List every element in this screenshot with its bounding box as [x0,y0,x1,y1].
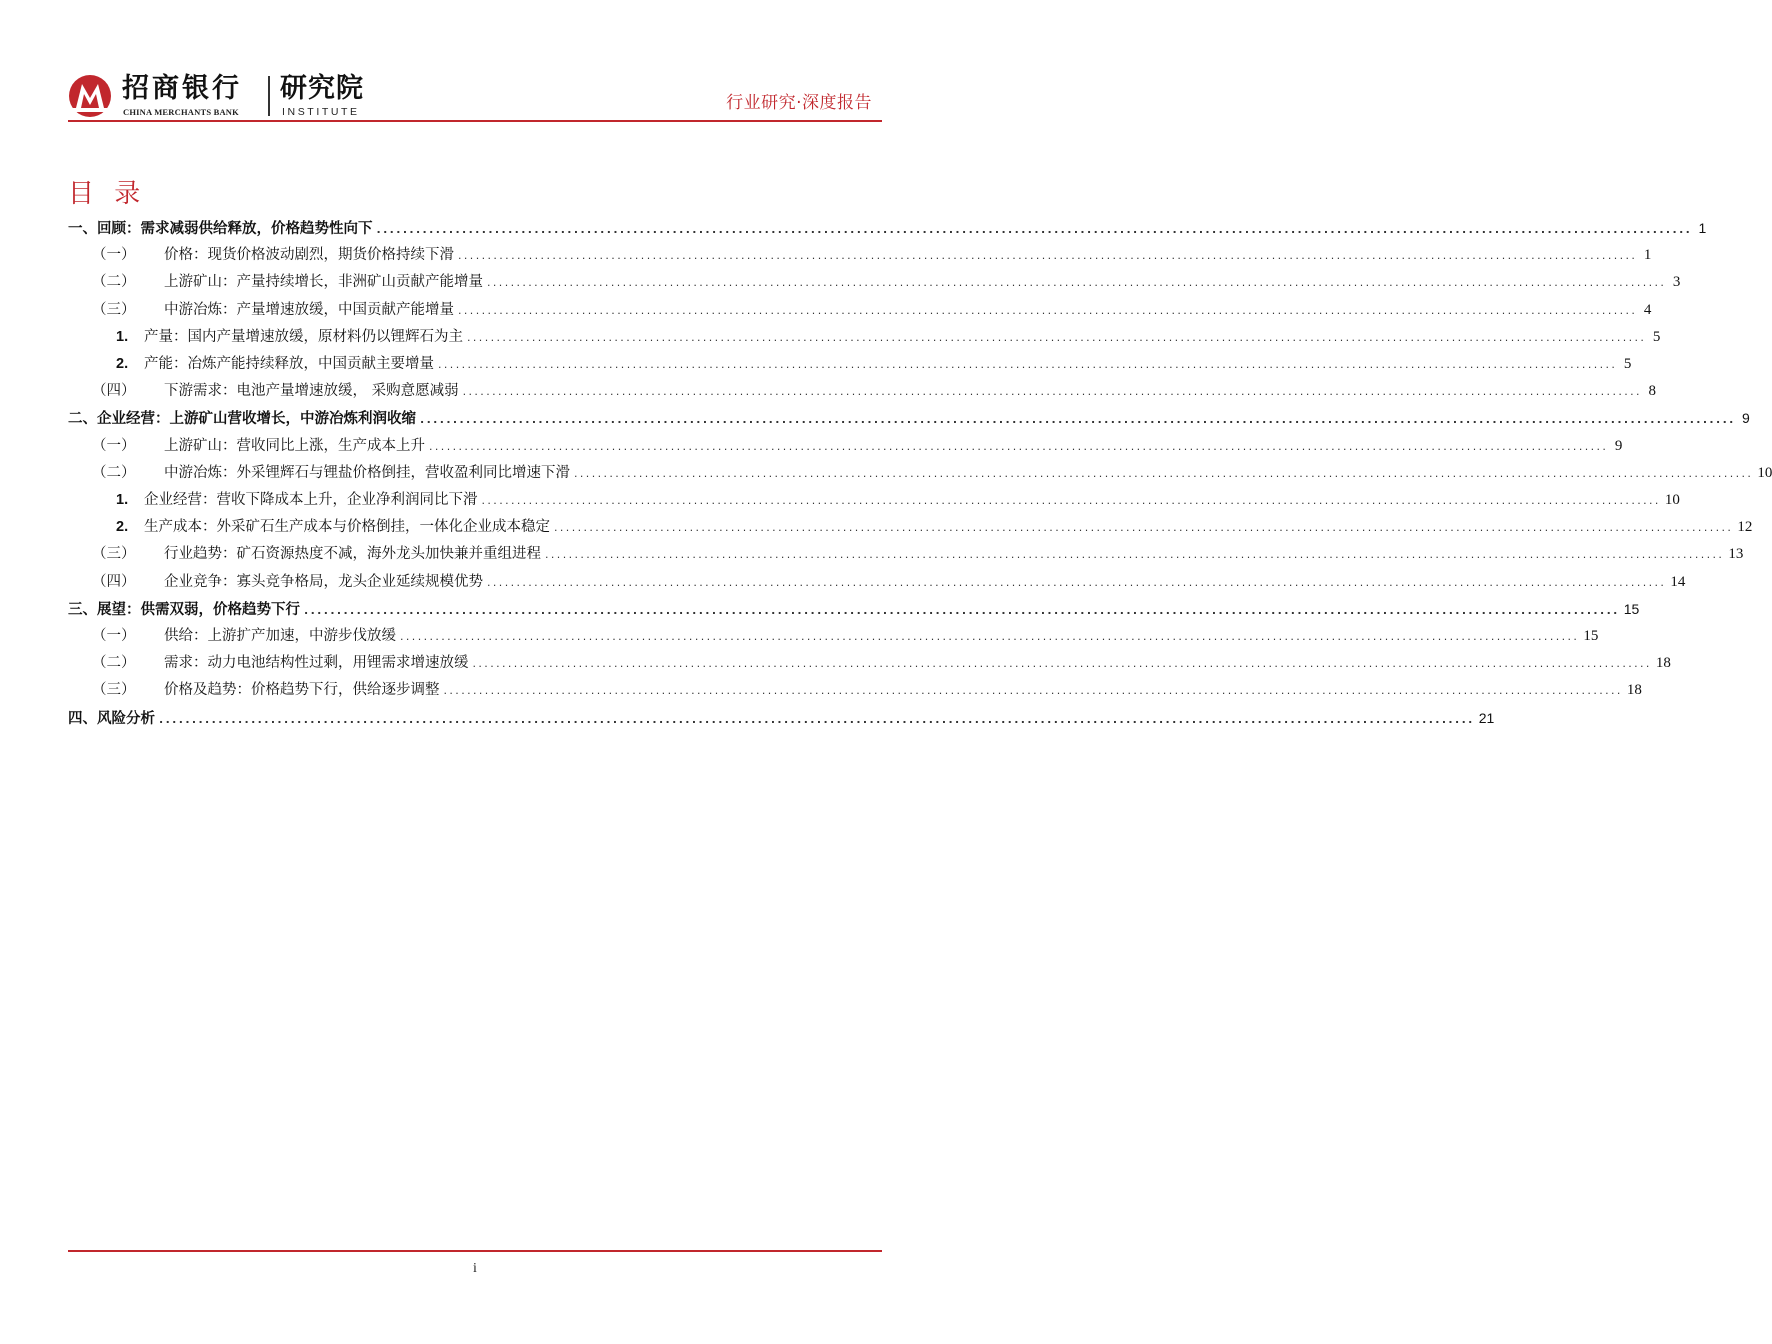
toc-entry-page[interactable]: 10 [1757,464,1772,481]
toc-entry-title[interactable]: 下游需求：电池产量增速放缓， 采购意愿减弱 [164,383,459,400]
toc-leader-dots: ........................................................................................................................................................................................................ [458,303,1638,317]
toc-entry[interactable] [68,271,1681,293]
institute-name-en: INSTITUTE [282,106,360,118]
toc-leader-dots: ........................................................................................................................................................................................................ [304,603,1620,617]
toc-entry-number: 2. [116,356,129,372]
toc-entry-title[interactable]: 展望：供需双弱，价格趋势下行 [97,601,300,618]
page-number: i [473,1261,477,1276]
toc-leader-dots: ........................................................................................................................................................................................................ [420,413,1736,427]
toc-leader-dots: ........................................................................................................................................................................................................ [574,466,1754,480]
toc-entry[interactable] [68,598,1640,620]
toc-leader-dots: ........................................................................................................................................................................................................ [159,712,1475,726]
toc-entry[interactable] [68,407,1750,429]
toc-entry-title[interactable]: 行业趋势：矿石资源热度不减，海外龙头加快兼并重组进程 [164,546,541,563]
toc-entry-number: 一、 [68,221,97,237]
toc-entry-page[interactable]: 12 [1737,519,1753,536]
toc-entry-title[interactable]: 企业经营：营收下降成本上升，企业净利润同比下滑 [144,492,478,508]
brand-name-en: CHINA MERCHANTS BANK [123,107,239,117]
toc-entry-title[interactable]: 上游矿山：营收同比上涨，生产成本上升 [164,437,425,454]
toc-entry-number: （二） [92,274,136,291]
toc-entry-title[interactable]: 产量：国内产量增速放缓，原材料仍以锂辉石为主 [144,328,463,345]
toc-entry-page[interactable]: 21 [1478,709,1495,726]
toc-entry-number: 2. [116,519,129,536]
toc-leader-dots: ........................................................................................................................................................................................................ [554,521,1734,535]
header-divider [68,120,882,122]
page-header [0,0,950,130]
toc-entry-title[interactable]: 中游冶炼：外采锂辉石与锂盐价格倒挂，营收盈利同比增速下滑 [164,464,570,481]
toc-leader-dots: ........................................................................................................................................................................................................ [472,657,1652,671]
toc-entry-number: （一） [92,437,136,454]
toc-entry-page[interactable]: 15 [1623,600,1640,617]
toc-entry-page[interactable]: 14 [1670,573,1686,590]
toc-entry-number: 1. [116,328,129,345]
toc-entry[interactable] [68,462,1772,484]
toc-entry[interactable] [68,625,1599,647]
toc-entry[interactable] [68,571,1686,593]
toc-entry-number: 四、 [68,710,97,727]
toc-entry-page[interactable]: 9 [1741,410,1750,427]
toc-entry-title[interactable]: 企业竞争：寡头竞争格局，龙头企业延续规模优势 [164,573,483,590]
cmb-m-logo-icon [66,72,114,118]
toc-entry-number: 二、 [68,411,97,428]
toc-entry-page[interactable]: 18 [1655,655,1671,672]
toc-entry-page[interactable]: 8 [1648,383,1656,400]
toc-entry-number: （四） [92,573,136,590]
toc-entry-number: （三） [92,301,136,318]
toc-entry-number: （二） [92,655,136,672]
toc-entry-page[interactable]: 5 [1652,328,1661,345]
footer-divider [68,1250,882,1252]
institute-name-cn: 研究院 [280,73,364,104]
toc-entry-title[interactable]: 回顾：需求减弱供给释放，价格趋势性向下 [97,221,373,237]
toc-entry[interactable] [68,353,1632,375]
toc-entry-page[interactable]: 3 [1672,274,1681,291]
toc-entry-page[interactable]: 13 [1728,546,1744,563]
toc-leader-dots: ........................................................................................................................................................................................................ [443,684,1623,698]
brand-name-cn: 招商银行 [122,73,242,104]
toc-entry-title[interactable]: 供给：上游扩产加速，中游步伐放缓 [164,628,396,644]
toc-leader-dots: ........................................................................................................................................................................................................ [467,330,1647,344]
toc-entry-title[interactable]: 产能：冶炼产能持续释放，中国贡献主要增量 [144,356,434,372]
toc-entry-page[interactable]: 5 [1623,356,1632,372]
toc-leader-dots: ........................................................................................................................................................................................................ [545,548,1725,562]
toc-entry-number: （一） [92,628,136,644]
toc-leader-dots: ........................................................................................................................................................................................................ [462,385,1642,399]
toc-entry-title[interactable]: 上游矿山：产量持续增长，非洲矿山贡献产能增量 [164,274,483,291]
toc-entry-title[interactable]: 价格：现货价格波动剧烈，期货价格持续下滑 [164,247,454,264]
toc-entry-page[interactable]: 18 [1626,682,1642,699]
toc-entry-title[interactable]: 价格及趋势：价格趋势下行，供给逐步调整 [164,682,440,699]
toc-entry[interactable] [68,435,1623,457]
toc-entry[interactable] [68,489,1680,511]
toc-entry-number: 1. [116,492,129,508]
document-type: 行业研究·深度报告 [726,93,872,113]
toc-entry[interactable] [68,244,1652,266]
toc-entry-number: （四） [92,383,136,400]
toc-entry-number: （二） [92,464,136,481]
toc-entry-page[interactable]: 10 [1664,492,1680,508]
toc-entry-page[interactable]: 15 [1583,628,1599,644]
toc-entry[interactable] [68,380,1656,402]
toc-entry-page[interactable]: 9 [1614,437,1623,454]
toc-entry[interactable] [68,516,1753,538]
toc-entry[interactable] [68,679,1642,701]
toc-entry[interactable] [68,217,1707,239]
toc-entry-number: （一） [92,247,136,264]
toc-entry-title[interactable]: 生产成本：外采矿石生产成本与价格倒挂，一体化企业成本稳定 [144,519,550,536]
toc-entry-number: （三） [92,682,136,699]
toc-entry[interactable] [68,652,1671,674]
toc-entry[interactable] [68,326,1661,348]
toc-leader-dots: ........................................................................................................................................................................................................ [400,630,1580,643]
toc-leader-dots: ........................................................................................................................................................................................................ [429,439,1609,453]
toc-entry-title[interactable]: 需求：动力电池结构性过剩，用锂需求增速放缓 [164,655,469,672]
toc-entry-title[interactable]: 中游冶炼：产量增速放缓，中国贡献产能增量 [164,301,454,318]
toc-entry-number: 三、 [68,601,97,618]
toc-entry-title[interactable]: 风险分析 [97,710,155,727]
toc-entry[interactable] [68,707,1495,729]
toc-leader-dots: ........................................................................................................................................................................................................ [481,494,1661,507]
toc-entry-page[interactable]: 4 [1643,301,1652,318]
toc-leader-dots: ........................................................................................................................................................................................................ [487,276,1667,290]
toc-leader-dots: ........................................................................................................................................................................................................ [487,575,1667,589]
toc-entry[interactable] [68,543,1744,565]
toc-title: 目 录 [68,179,147,209]
toc-entry-number: （三） [92,546,136,563]
toc-entry-page[interactable]: 1 [1698,220,1707,236]
brand-divider [268,76,270,116]
toc-leader-dots: ........................................................................................................................................................................................................ [458,249,1638,263]
toc-entry[interactable] [68,299,1652,321]
toc-entry-title[interactable]: 企业经营：上游矿山营收增长，中游冶炼利润收缩 [97,411,416,428]
toc-entry-page[interactable]: 1 [1643,247,1652,264]
toc-leader-dots: ........................................................................................................................................................................................................ [376,223,1693,236]
toc-leader-dots: ........................................................................................................................................................................................................ [438,358,1618,371]
